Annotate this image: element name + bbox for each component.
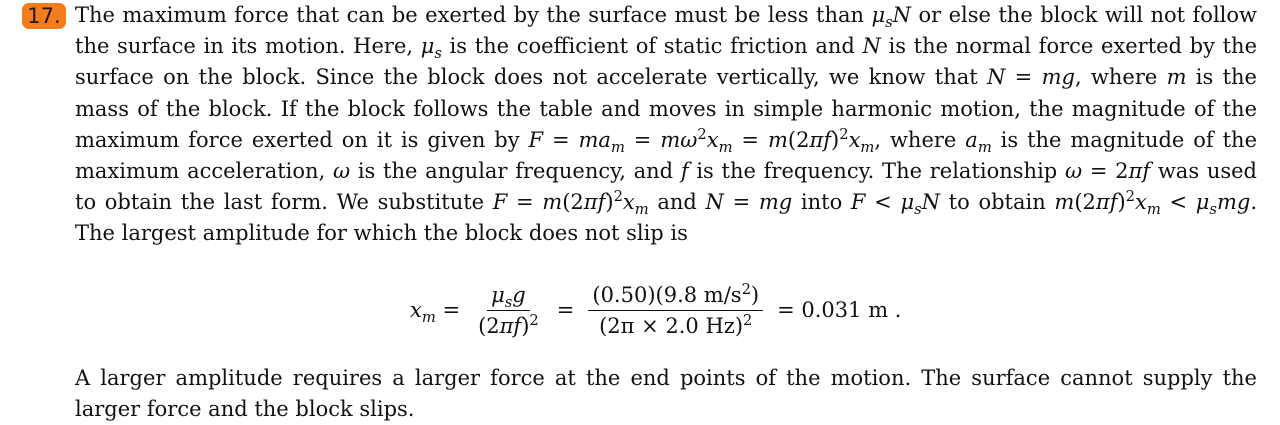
equation-result: = 0.031 m . [777,298,902,322]
solution-paragraph: The maximum force that can be exerted by the surface must be less than $\mu_sN$ or else the block will not follow the surface in its motion. Here, $\mu_s$ is the coefficient of static friction and N is the normal force exerted by the surface on the block. Since the block does not accelerate vertically, we know that N = mg, where m is the mass of the block. If the block follows the table and moves in simple harmonic motion, the magnitude of the maximum force exerted on it is given by $F = ma_m = m\omega^2x_m = m(2\pi f)^2x_m$, where $a_m$ is the magnitude of the maximum acceleration, ω is the angular frequency, and f is the frequency. The relationship ω = 2πf was used to obtain the last form. We substitute $F = m(2\pi f)^2x_m$ and N = mg into $F < \mu_sN$ to obtain $m(2\pi f)^2x_m < \mu_smg$. The largest amplitude for which the block does not slip is [75,3,1258,246]
conclusion-paragraph: A larger amplitude requires a larger force at the end points of the motion. The surface cannot supply the larger force and the block slips. [75,366,1257,422]
fraction-numeric: $\frac{(0.50)(9.8 m/s^2)}{(2\pi \times 2.0 Hz)^2}$ [588,283,763,338]
fraction-symbolic: $\frac{\mu_sg}{(2\pi f)^2}$ [478,282,539,338]
problem-number-badge: 17. [22,3,66,29]
amplitude-equation: $x_m$ = $\frac{\mu_sg}{(2\pi f)^2}$ = $\frac{(0.50)(9.8 m/s^2)}{(2\pi \times 2.0 Hz)^2}$ = 0.031 m . [410,280,902,338]
equation-lhs: $x_m$ = [410,298,461,327]
